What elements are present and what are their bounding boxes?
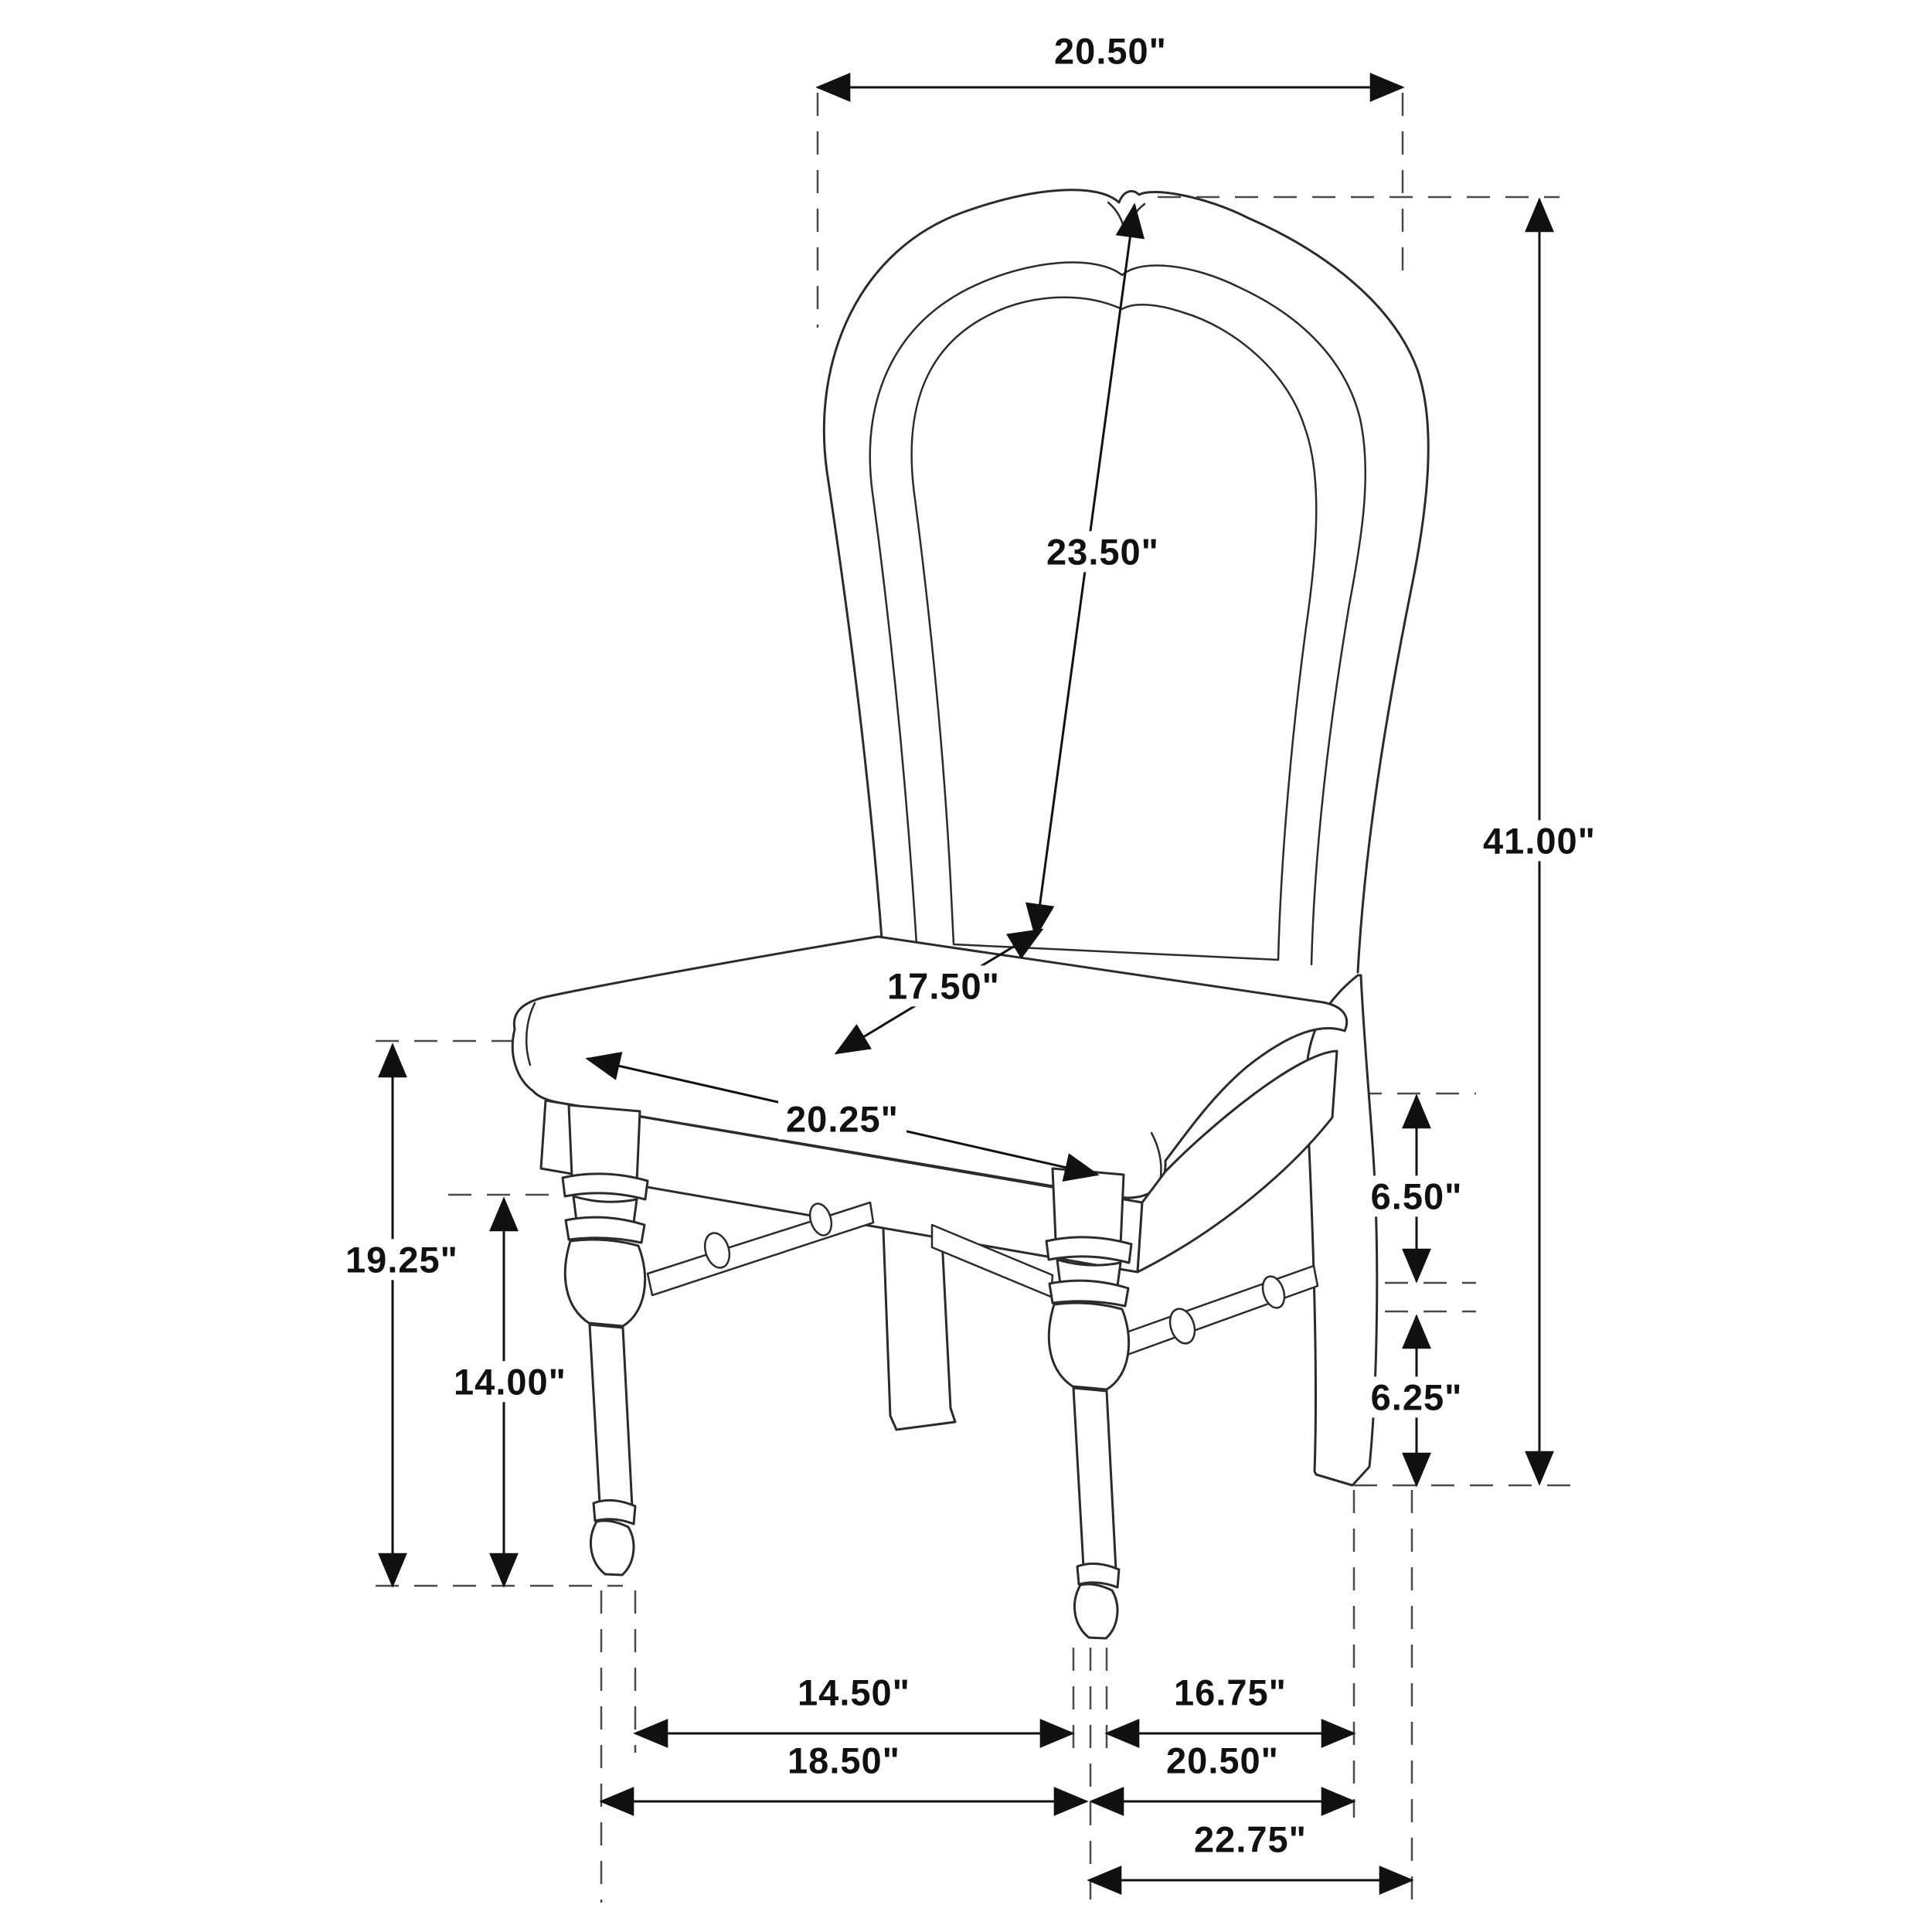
- dim-label-leg-height: 14.00": [446, 1361, 574, 1402]
- dim-label-overall-height: 41.00": [1475, 820, 1604, 861]
- rear-stretcher-right-segment: [1122, 1266, 1318, 1355]
- chair-drawing: [512, 190, 1428, 1638]
- dim-label-stretcher-to-floor: 6.25": [1363, 1376, 1471, 1417]
- dim-label-seat-width: 20.25": [778, 1098, 906, 1139]
- dim-label-front-to-back-feet: 16.75": [1166, 1672, 1294, 1713]
- backrest-panel: [912, 298, 1317, 960]
- dim-label-foot-to-back-span: 20.50": [1158, 1740, 1287, 1781]
- chair-backrest: [824, 190, 1428, 972]
- dim-label-seat-to-stretcher: 6.50": [1363, 1175, 1471, 1216]
- dim-label-front-feet-inner-span: 14.50": [790, 1672, 918, 1713]
- dim-label-seat-depth: 17.50": [879, 965, 1008, 1006]
- dim-label-top-width: 20.50": [1046, 30, 1175, 71]
- left-side-stretcher: [648, 1202, 873, 1295]
- dim-label-back-height: 23.50": [1039, 531, 1167, 572]
- dim-label-seat-height: 19.25": [338, 1239, 466, 1280]
- front-left-leg: [563, 1105, 648, 1575]
- dim-label-overall-depth: 22.75": [1186, 1818, 1315, 1859]
- dim-label-front-feet-outer-span: 18.50": [780, 1740, 908, 1781]
- crown-notch-detail: [1108, 202, 1145, 233]
- front-right-leg: [1046, 1168, 1131, 1638]
